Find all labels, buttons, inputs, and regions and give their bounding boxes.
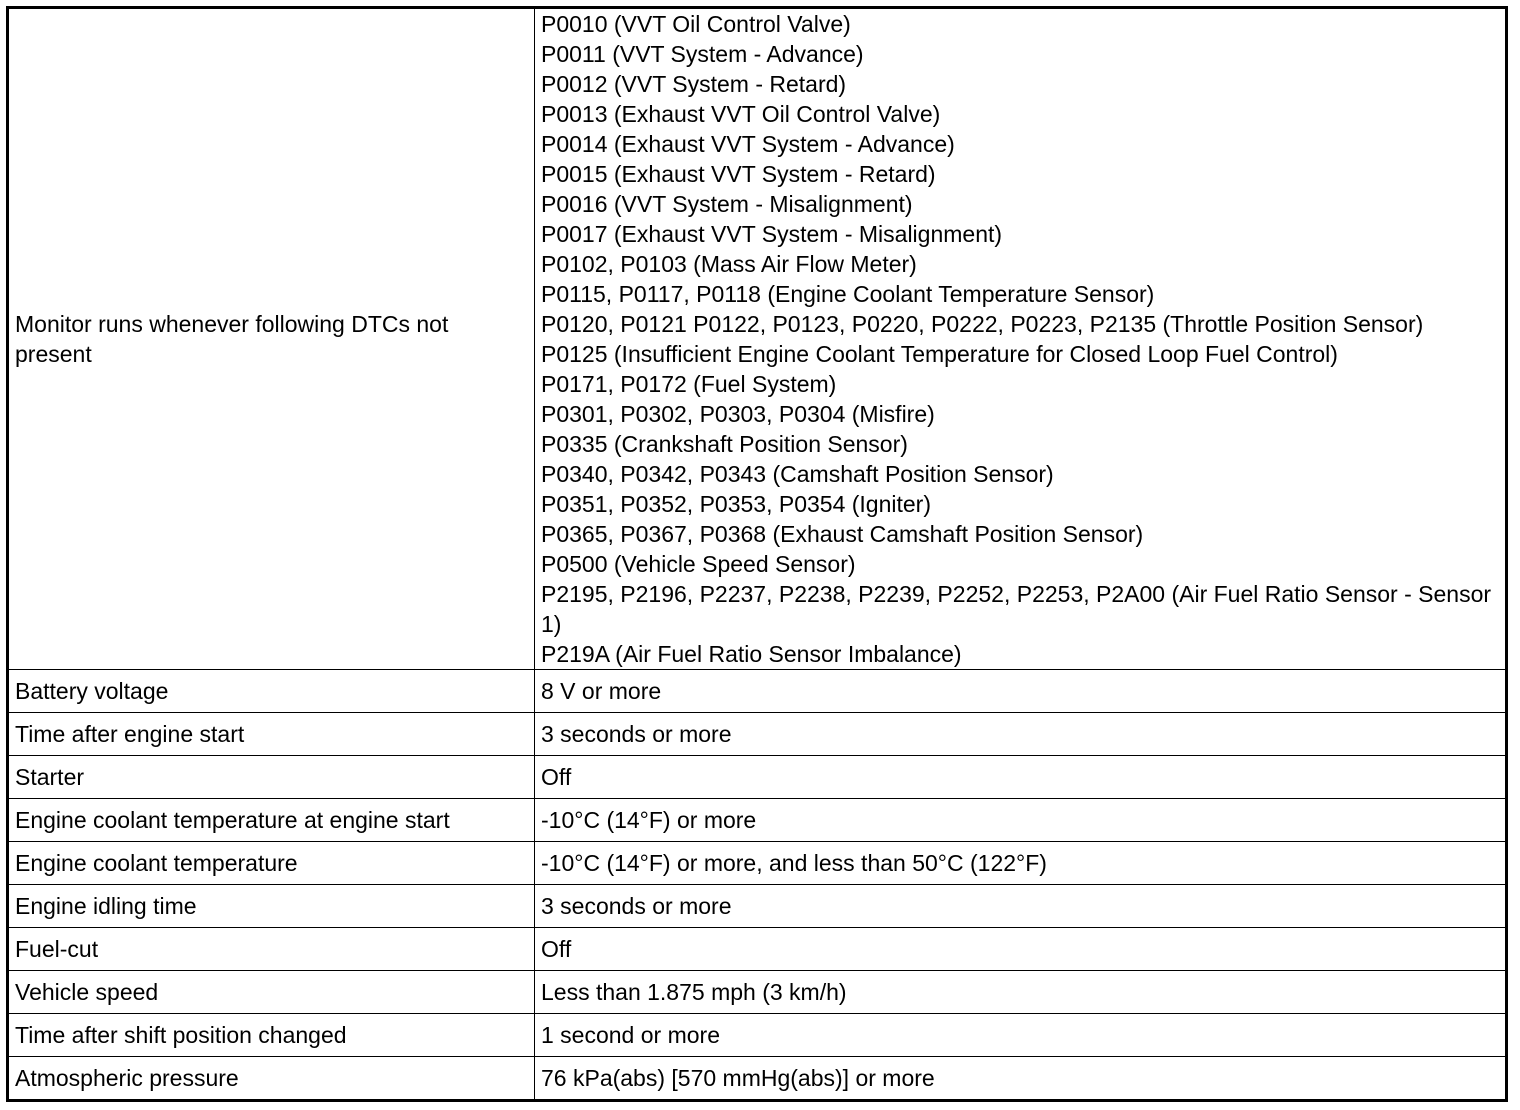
dtc-item: P0365, P0367, P0368 (Exhaust Camshaft Position Sensor)	[541, 521, 1144, 547]
dtc-item: P0115, P0117, P0118 (Engine Coolant Temperature Sensor)	[541, 281, 1155, 307]
condition-label: Engine coolant temperature	[8, 842, 535, 885]
dtc-item: P0120, P0121 P0122, P0123, P0220, P0222, P0223, P2135 (Throttle Position Sensor)	[541, 311, 1424, 337]
condition-label: Engine idling time	[8, 885, 535, 928]
table-row	[8, 713, 1507, 756]
condition-value: Off	[535, 928, 1507, 971]
dtc-item: P0301, P0302, P0303, P0304 (Misfire)	[541, 401, 935, 427]
condition-value: -10°C (14°F) or more, and less than 50°C (122°F)	[535, 842, 1507, 885]
dtc-item: P0500 (Vehicle Speed Sensor)	[541, 551, 856, 577]
dtc-item: P0015 (Exhaust VVT System - Retard)	[541, 161, 936, 187]
dtc-item: P0016 (VVT System - Misalignment)	[541, 191, 913, 217]
table-row	[8, 756, 1507, 799]
dtc-item: P2195, P2196, P2237, P2238, P2239, P2252, P2253, P2A00 (Air Fuel Ratio Sensor - Sensor 1)	[541, 581, 1492, 637]
dtc-item: P0351, P0352, P0353, P0354 (Igniter)	[541, 491, 932, 517]
conditions-table-body	[8, 8, 1507, 1101]
dtc-item: P0010 (VVT Oil Control Valve)	[541, 11, 851, 37]
condition-label: Fuel-cut	[8, 928, 535, 971]
dtc-item: P0012 (VVT System - Retard)	[541, 71, 847, 97]
condition-value: 3 seconds or more	[535, 885, 1507, 928]
conditions-table	[6, 6, 1508, 1102]
table-row	[8, 799, 1507, 842]
condition-label: Time after engine start	[8, 713, 535, 756]
monitor-label-cell	[8, 8, 535, 670]
condition-value: Less than 1.875 mph (3 km/h)	[535, 971, 1507, 1014]
dtc-item: P0102, P0103 (Mass Air Flow Meter)	[541, 251, 917, 277]
table-row	[8, 842, 1507, 885]
condition-value: 3 seconds or more	[535, 713, 1507, 756]
dtc-item: P0125 (Insufficient Engine Coolant Temperature for Closed Loop Fuel Control)	[541, 341, 1338, 367]
dtc-list-cell	[535, 8, 1507, 670]
condition-value: 1 second or more	[535, 1014, 1507, 1057]
table-row	[8, 971, 1507, 1014]
table-row	[8, 670, 1507, 713]
dtc-item: P0014 (Exhaust VVT System - Advance)	[541, 131, 955, 157]
dtc-item: P0171, P0172 (Fuel System)	[541, 371, 837, 397]
condition-value: 8 V or more	[535, 670, 1507, 713]
table-row-monitor	[8, 8, 1507, 670]
condition-value: 76 kPa(abs) [570 mmHg(abs)] or more	[535, 1057, 1507, 1101]
dtc-item: P0017 (Exhaust VVT System - Misalignment)	[541, 221, 1003, 247]
dtc-item: P0013 (Exhaust VVT Oil Control Valve)	[541, 101, 941, 127]
condition-label: Vehicle speed	[8, 971, 535, 1014]
dtc-item: P0011 (VVT System - Advance)	[541, 41, 864, 67]
table-row	[8, 928, 1507, 971]
dtc-item: P0340, P0342, P0343 (Camshaft Position Sensor)	[541, 461, 1054, 487]
monitor-label: Monitor runs whenever following DTCs not present	[15, 311, 449, 367]
condition-label: Engine coolant temperature at engine start	[8, 799, 535, 842]
condition-label: Atmospheric pressure	[8, 1057, 535, 1101]
condition-label: Time after shift position changed	[8, 1014, 535, 1057]
dtc-item: P0335 (Crankshaft Position Sensor)	[541, 431, 908, 457]
condition-label: Battery voltage	[8, 670, 535, 713]
table-row	[8, 885, 1507, 928]
dtc-item: P219A (Air Fuel Ratio Sensor Imbalance)	[541, 641, 962, 667]
condition-label: Starter	[8, 756, 535, 799]
table-row	[8, 1057, 1507, 1101]
condition-value: -10°C (14°F) or more	[535, 799, 1507, 842]
condition-value: Off	[535, 756, 1507, 799]
table-row	[8, 1014, 1507, 1057]
